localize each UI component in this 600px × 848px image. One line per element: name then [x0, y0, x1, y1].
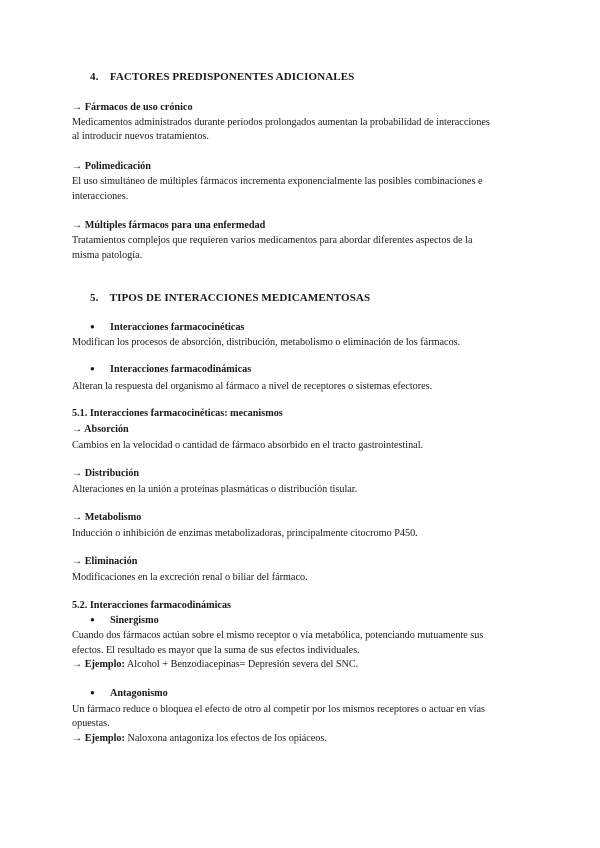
- subheading-label: Distribución: [84, 468, 140, 479]
- section-title: TIPOS DE INTERACCIONES MEDICAMENTOSAS: [109, 292, 371, 304]
- section-title: FACTORES PREDISPONENTES ADICIONALES: [109, 71, 355, 83]
- section-5-heading: [90, 292, 370, 304]
- paragraph-line: al introducir nuevos tratamientos.: [72, 131, 209, 142]
- paragraph-line: misma patología.: [72, 250, 143, 261]
- paragraph-line: Tratamientos complejos que requieren varios medicamentos para abordar diferentes aspectos de la: [72, 235, 473, 246]
- example-line: [72, 731, 327, 746]
- subheading-label: Eliminación: [84, 556, 138, 567]
- bullet-item: [90, 615, 159, 626]
- paragraph-line: Modificaciones en la excreción renal o biliar del fármaco.: [72, 572, 308, 583]
- subheading-label: Fármacos de uso crónico: [84, 102, 193, 113]
- arrow-icon: →: [72, 220, 83, 231]
- arrow-icon: →: [72, 556, 83, 567]
- paragraph-line: opuestas.: [72, 718, 110, 729]
- arrow-icon: →: [72, 424, 83, 435]
- paragraph-line: Modifican los procesos de absorción, distribución, metabolismo o eliminación de los fármacos.: [72, 337, 461, 348]
- section-number: 4.: [90, 71, 99, 83]
- paragraph-line: Medicamentos administrados durante períodos prolongados aumentan la probabilidad de interacciones: [72, 117, 490, 128]
- paragraph-line: Cambios en la velocidad o cantidad de fármaco absorbido en el tracto gastrointestinal.: [72, 440, 424, 451]
- arrow-icon: →: [72, 161, 83, 172]
- subheading-label: Polimedicación: [84, 161, 151, 172]
- subheading-polimedicacion: [72, 161, 151, 172]
- subheading-metabolismo: [72, 512, 141, 523]
- subsection-5-1-heading: 5.1. Interacciones farmacocinéticas: mecanismos: [72, 408, 283, 419]
- paragraph-line: Cuando dos fármacos actúan sobre el mismo receptor o vía metabólica, potenciando mutuamente sus: [72, 630, 484, 641]
- subsection-5-2-heading: 5.2. Interacciones farmacodinámicas: [72, 600, 232, 611]
- paragraph-line: Alteraciones en la unión a proteínas plasmáticas o distribución tisular.: [72, 484, 358, 495]
- subheading-distribucion: [72, 468, 139, 479]
- bullet-label: Interacciones farmacodinámicas: [110, 364, 252, 375]
- arrow-icon: →: [72, 102, 83, 113]
- subheading-multiples-farmacos: [72, 220, 265, 231]
- subheading-farmacos-cronicos: [72, 102, 193, 113]
- subheading-label: Absorción: [84, 424, 129, 435]
- bullet-label: Antagonismo: [110, 688, 168, 699]
- example-line: [72, 657, 358, 672]
- bullet-icon: ●: [90, 688, 95, 697]
- subheading-absorcion: [72, 424, 129, 435]
- bullet-item: [90, 364, 251, 375]
- subheading-eliminacion: [72, 556, 137, 567]
- example-text: Naloxona antagoniza los efectos de los opiáceos.: [124, 733, 327, 744]
- paragraph-line: Un fármaco reduce o bloquea el efecto de otro al competir por los mismos receptores o actuar en vías: [72, 704, 485, 715]
- bullet-item: [90, 322, 244, 333]
- arrow-icon: →: [72, 512, 83, 523]
- section-number: 5.: [90, 292, 99, 304]
- example-label: → Ejemplo:: [72, 733, 125, 744]
- example-text: Alcohol + Benzodiacepinas= Depresión severa del SNC.: [124, 659, 359, 670]
- bullet-item: [90, 688, 168, 699]
- paragraph-line: Inducción o inhibición de enzimas metabolizadoras, principalmente citocromo P450.: [72, 528, 418, 539]
- subheading-label: Múltiples fármacos para una enfermedad: [84, 220, 266, 231]
- example-label: → Ejemplo:: [72, 659, 125, 670]
- section-4-heading: [90, 71, 354, 83]
- bullet-label: Sinergismo: [110, 615, 159, 626]
- paragraph-line: efectos. El resultado es mayor que la suma de sus efectos individuales.: [72, 645, 360, 656]
- arrow-icon: →: [72, 468, 83, 479]
- paragraph-line: interacciones.: [72, 191, 129, 202]
- bullet-icon: ●: [90, 322, 95, 331]
- bullet-icon: ●: [90, 615, 95, 624]
- paragraph-line: El uso simultáneo de múltiples fármacos incrementa exponencialmente las posibles combinaciones e: [72, 176, 483, 187]
- subheading-label: Metabolismo: [84, 512, 142, 523]
- paragraph-line: Alteran la respuesta del organismo al fármaco a nivel de receptores o sistemas efectores.: [72, 381, 433, 392]
- bullet-label: Interacciones farmacocinéticas: [110, 322, 245, 333]
- bullet-icon: ●: [90, 364, 95, 373]
